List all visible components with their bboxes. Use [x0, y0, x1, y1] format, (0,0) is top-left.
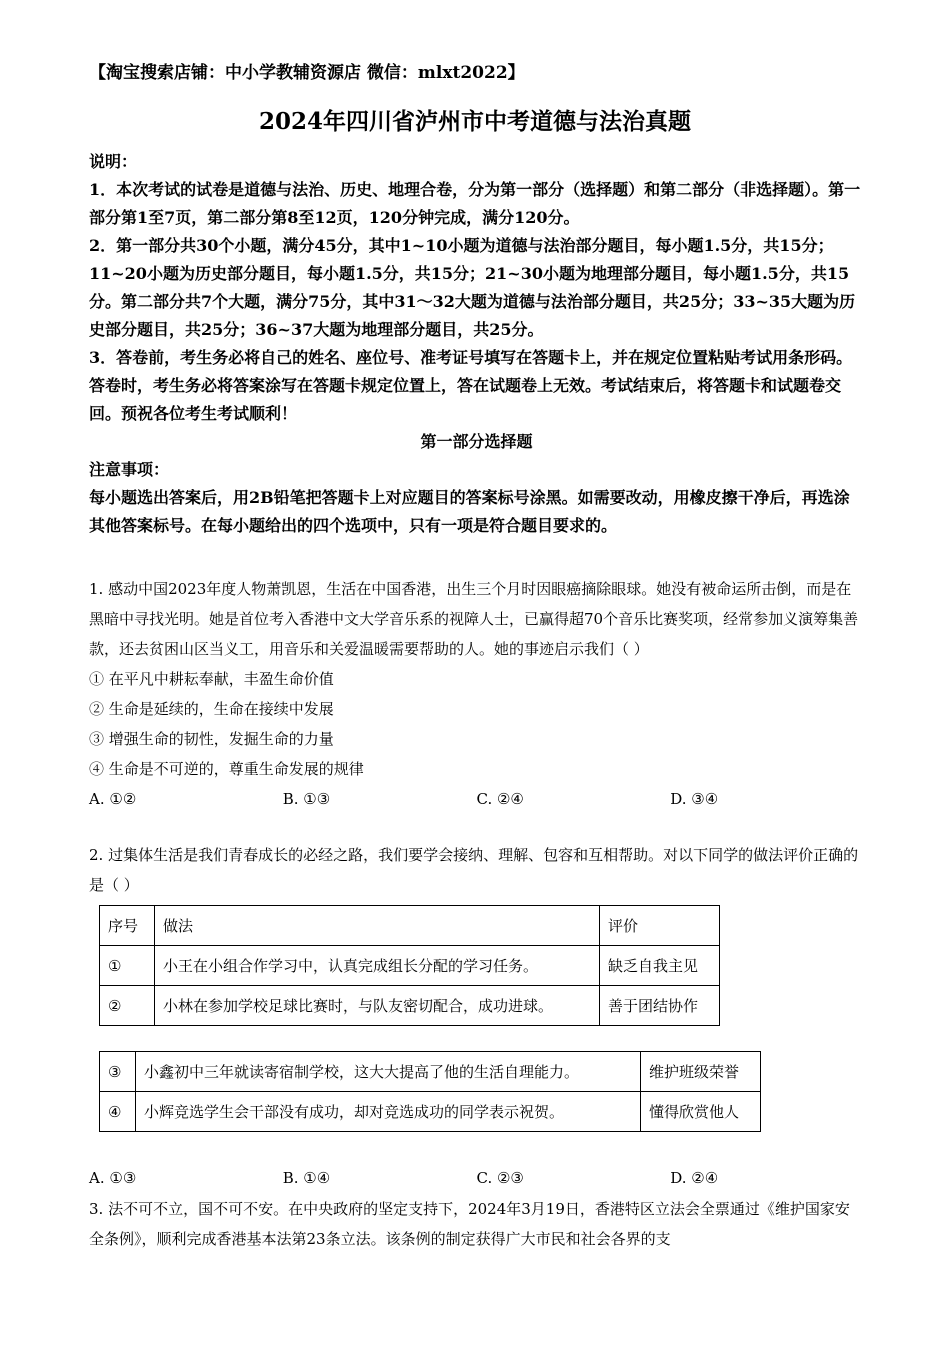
question-1-stem: 1. 感动中国2023年度人物萧凯恩，生活在中国香港，出生三个月时因眼癌摘除眼球。她没有被命运所击倒，而是在黑暗中寻找光明。她是首位考入香港中文大学音乐系的视障人士，已赢得超70个音乐比赛奖项，经常参加义演筹集善款，还去贫困山区当义工，用音乐和关爱温暖需要帮助的人。她的事迹启示我们（ ） — [89, 580, 859, 658]
option-c: C. ②③ — [476, 1169, 524, 1187]
notice-text: 每小题选出答案后，用2B铅笔把答题卡上对应题目的答案标号涂黑。如需要改动，用橡皮擦干净后，再选涂其他答案标号。在每小题给出的四个选项中，只有一项是符合题目要求的。 — [89, 488, 850, 535]
shop-banner: 【淘宝搜索店铺：中小学教辅资源店 微信：mlxt2022】 — [89, 63, 525, 83]
table-row — [100, 1052, 761, 1092]
row-evaluation: 缺乏自我主见 — [600, 946, 720, 986]
option-a: A. ①② — [89, 790, 137, 808]
question-2-stem: 2. 过集体生活是我们青春成长的必经之路，我们要学会接纳、理解、包容和互相帮助。对以下同学的做法评价正确的是（ ） — [89, 846, 859, 894]
evaluation-table-part-2 — [99, 1051, 761, 1132]
table-header-row — [100, 906, 720, 946]
statement-2: ② 生命是延续的，生命在接续中发展 — [89, 700, 334, 718]
row-evaluation: 懂得欣赏他人 — [641, 1092, 761, 1132]
instructions-heading: 说明： — [89, 152, 138, 171]
instructions — [89, 148, 864, 540]
statement-3: ③ 增强生命的韧性，发掘生命的力量 — [89, 730, 334, 748]
header-evaluation: 评价 — [600, 906, 720, 946]
row-number: ④ — [100, 1092, 136, 1132]
option-d: D. ②④ — [670, 1169, 719, 1187]
header-number: 序号 — [100, 906, 155, 946]
row-number: ① — [100, 946, 155, 986]
question-2-options — [89, 1163, 864, 1193]
row-practice: 小王在小组合作学习中，认真完成组长分配的学习任务。 — [155, 946, 600, 986]
section-title: 第一部分选择题 — [420, 432, 533, 451]
statement-1: ① 在平凡中耕耘奉献，丰盈生命价值 — [89, 670, 334, 688]
row-practice: 小鑫初中三年就读寄宿制学校，这大大提高了他的生活自理能力。 — [136, 1052, 641, 1092]
option-b: B. ①③ — [282, 790, 331, 808]
question-3-stem: 3. 法不可不立，国不可不安。在中央政府的坚定支持下，2024年3月19日，香港特区立法会全票通过《维护国家安全条例》，顺利完成香港基本法第23条立法。该条例的制定获得广大市民和社会各界的支 — [89, 1200, 850, 1248]
table-row — [100, 986, 720, 1026]
header-practice: 做法 — [155, 906, 600, 946]
option-a: A. ①③ — [89, 1169, 137, 1187]
instruction-item-2: 2．第一部分共30个小题，满分45分，其中1~10小题为道德与法治部分题目，每小题1.5分，共15分；11~20小题为历史部分题目，每小题1.5分，共15分；21~30小题为地理部分题目，每小题1.5分，共15分。第二部分共7个大题，满分75分，其中31～32大题为道德与法治部分题目，共25分；33~35大题为历史部分题目，共25分；36~37大题为地理部分题目，共25分。 — [89, 236, 856, 339]
option-d: D. ③④ — [670, 790, 719, 808]
row-evaluation: 维护班级荣誉 — [641, 1052, 761, 1092]
statement-4: ④ 生命是不可逆的，尊重生命发展的规律 — [89, 760, 364, 778]
instruction-item-3: 3．答卷前，考生务必将自己的姓名、座位号、准考证号填写在答题卡上，并在规定位置粘贴考试用条形码。答卷时，考生务必将答案涂写在答题卡规定位置上，答在试题卷上无效。考试结束后，将答题卡和试题卷交回。预祝各位考生考试顺利！ — [89, 348, 853, 423]
page-title: 2024年四川省泸州市中考道德与法治真题 — [258, 108, 691, 135]
row-practice: 小辉竞选学生会干部没有成功，却对竞选成功的同学表示祝贺。 — [136, 1092, 641, 1132]
table-row — [100, 1092, 761, 1132]
option-b: B. ①④ — [282, 1169, 331, 1187]
question-1-options — [89, 784, 864, 814]
notice-heading: 注意事项： — [89, 460, 170, 479]
option-c: C. ②④ — [476, 790, 524, 808]
question-1 — [89, 574, 864, 814]
row-number: ③ — [100, 1052, 136, 1092]
row-evaluation: 善于团结协作 — [600, 986, 720, 1026]
row-number: ② — [100, 986, 155, 1026]
table-row — [100, 946, 720, 986]
instruction-item-1: 1．本次考试的试卷是道德与法治、历史、地理合卷，分为第一部分（选择题）和第二部分（非选择题）。第一部分第1至7页，第二部分第8至12页，120分钟完成，满分120分。 — [89, 180, 861, 227]
evaluation-table-part-1 — [99, 905, 720, 1026]
row-practice: 小林在参加学校足球比赛时，与队友密切配合，成功进球。 — [155, 986, 600, 1026]
